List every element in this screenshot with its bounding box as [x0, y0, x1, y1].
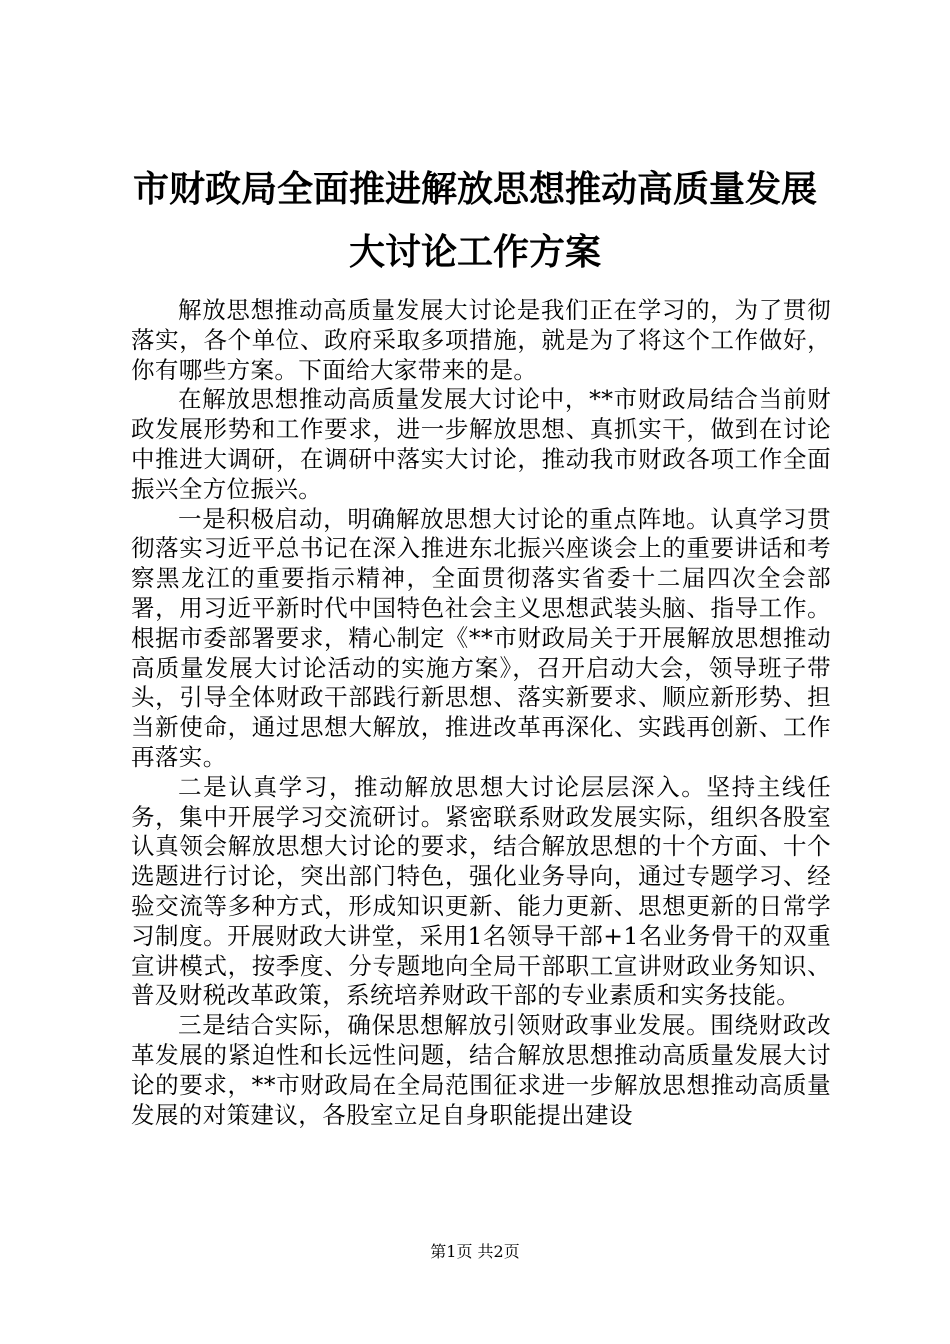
paragraph-intro: 解放思想推动高质量发展大讨论是我们正在学习的，为了贯彻落实，各个单位、政府采取多项措施，就是为了将这个工作做好，你有哪些方案。下面给大家带来的是。: [131, 296, 831, 384]
paragraph-point-one: 一是积极启动，明确解放思想大讨论的重点阵地。认真学习贯彻落实习近平总书记在深入推进东北振兴座谈会上的重要讲话和考察黑龙江的重要指示精神，全面贯彻落实省委十二届四次全会部署，用习近平新时代中国特色社会主义思想武装头脑、指导工作。根据市委部署要求，精心制定《**市财政局关于开展解放思想推动高质量发展大讨论活动的实施方案》，召开启动大会，领导班子带头，引导全体财政干部践行新思想、落实新要求、顺应新形势、担当新使命，通过思想大解放，推进改革再深化、实践再创新、工作再落实。: [131, 504, 831, 771]
document-body: [131, 296, 831, 1130]
paragraph-point-three: 三是结合实际，确保思想解放引领财政事业发展。围绕财政改革发展的紧迫性和长远性问题，结合解放思想推动高质量发展大讨论的要求，**市财政局在全局范围征求进一步解放思想推动高质量发展的对策建议，各股室立足自身职能提出建设: [131, 1011, 831, 1129]
paragraph-overview: 在解放思想推动高质量发展大讨论中，**市财政局结合当前财政发展形势和工作要求，进一步解放思想、真抓实干，做到在讨论中推进大调研，在调研中落实大讨论，推动我市财政各项工作全面振兴全方位振兴。: [131, 385, 831, 503]
document-title: 市财政局全面推进解放思想推动高质量发展大讨论工作方案: [132, 168, 817, 273]
page-footer: 第1页 共2页: [430, 1242, 520, 1261]
paragraph-point-two: 二是认真学习，推动解放思想大讨论层层深入。坚持主线任务，集中开展学习交流研讨。紧密联系财政发展实际，组织各股室认真领会解放思想大讨论的要求，结合解放思想的十个方面、十个选题进行讨论，突出部门特色，强化业务导向，通过专题学习、经验交流等多种方式，形成知识更新、能力更新、思想更新的日常学习制度。开展财政大讲堂，采用1名领导干部+1名业务骨干的双重宣讲模式，按季度、分专题地向全局干部职工宣讲财政业务知识、普及财税改革政策，系统培养财政干部的专业素质和实务技能。: [131, 772, 831, 1010]
